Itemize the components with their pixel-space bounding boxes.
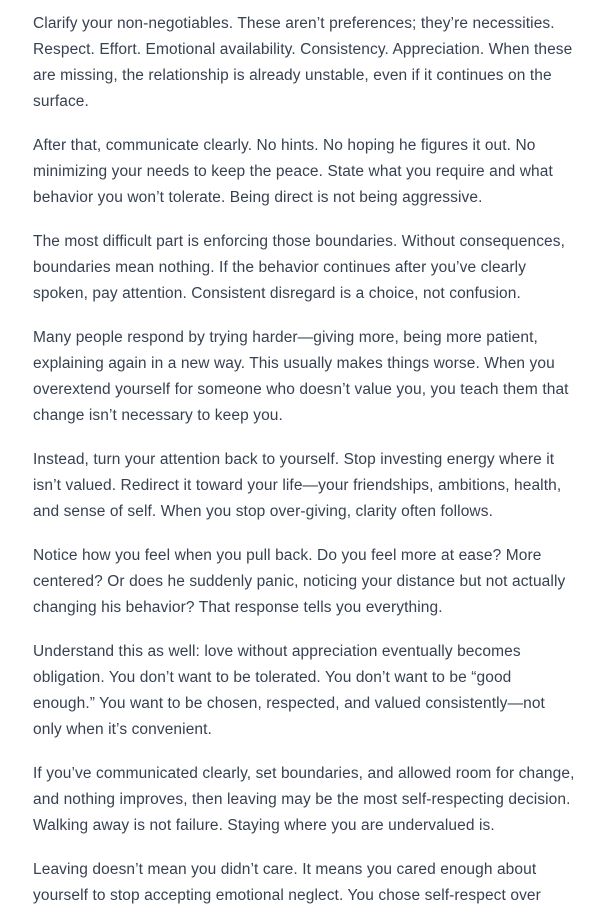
paragraph: Many people respond by trying harder—giving more, being more patient, explaining again in a new way. This usually makes things worse. When you overextend yourself for someone who doesn’t value you, you teach them that change isn’t necessary to keep you. (33, 329, 569, 424)
paragraph: The most difficult part is enforcing those boundaries. Without consequences, boundaries mean nothing. If the behavior continues after you’ve clearly spoken, pay attention. Consistent disregard is a choice, not confusion. (33, 233, 566, 302)
paragraph: Understand this as well: love without appreciation eventually becomes obligation. You don’t want to be tolerated. You don’t want to be “good enough.” You want to be chosen, respected, and valued consistently—not only when it’s convenient. (33, 643, 545, 738)
paragraph: Notice how you feel when you pull back. Do you feel more at ease? More centered? Or does he suddenly panic, noticing your distance but not actually changing his behavior? That response tells you everything. (33, 547, 566, 616)
paragraph: After that, communicate clearly. No hints. No hoping he figures it out. No minimizing your needs to keep the peace. State what you require and what behavior you won’t tolerate. Being direct is not being aggressive. (33, 137, 553, 206)
paragraph: Clarify your non-negotiables. These aren’t preferences; they’re necessities. Respect. Effort. Emotional availability. Consistency. Appreciation. When these are missing, the relationship is already unstable, even if it continues on the surface. (33, 15, 573, 110)
paragraph: Leaving doesn’t mean you didn’t care. It means you cared enough about yourself to stop accepting emotional neglect. You chose self-respect over (33, 861, 541, 904)
paragraph: If you’ve communicated clearly, set boundaries, and allowed room for change, and nothing improves, then leaving may be the most self-respecting decision. Walking away is not failure. Staying where you are undervalued is. (33, 765, 575, 834)
paragraph: Instead, turn your attention back to yourself. Stop investing energy where it isn’t valued. Redirect it toward your life—your friendships, ambitions, health, and sense of self. When you stop over-giving, clarity often follows. (33, 451, 562, 520)
